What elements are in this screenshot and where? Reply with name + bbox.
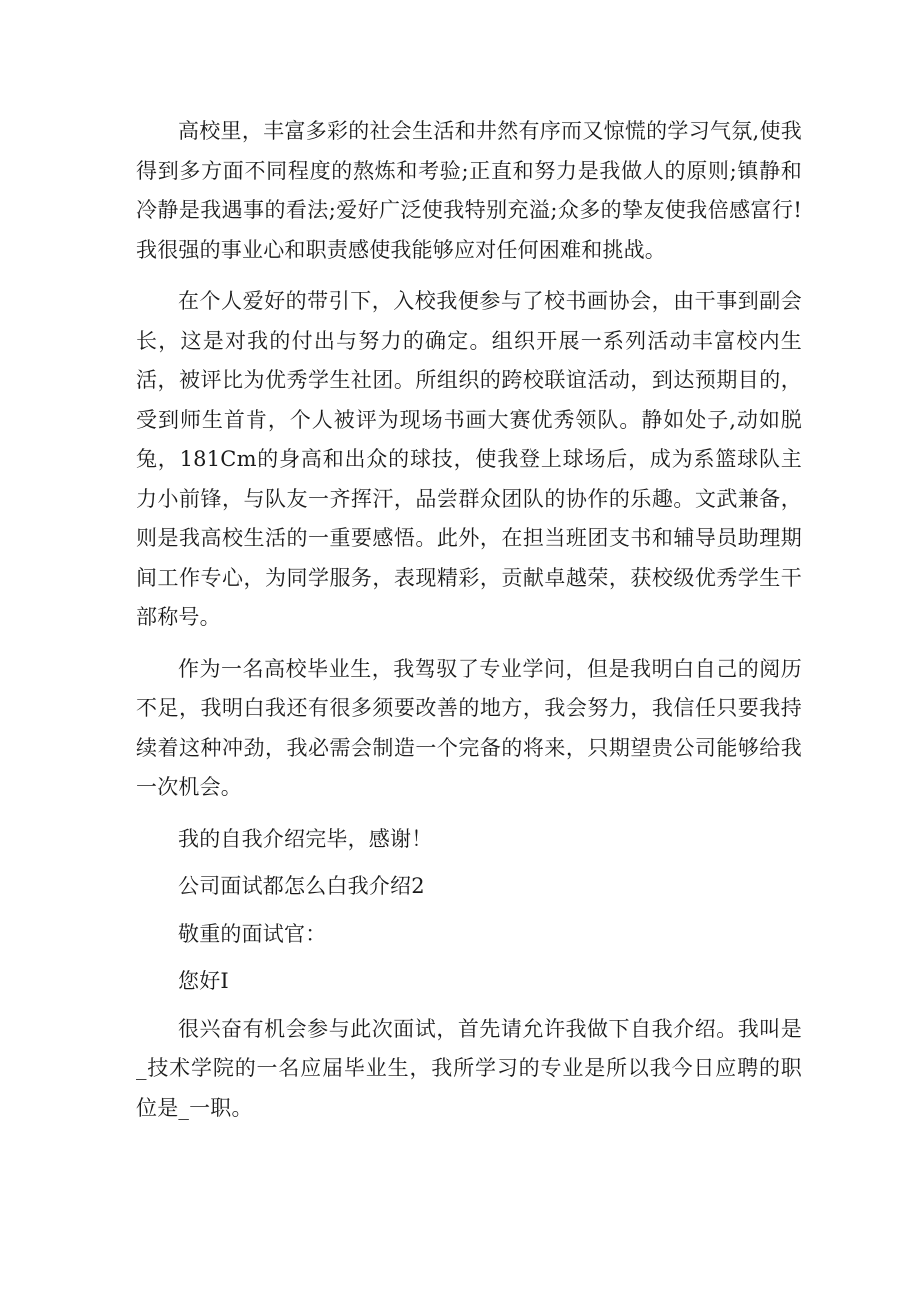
paragraph-college-life: 高校里，丰富多彩的社会生活和井然有序而又惊慌的学习气氛,使我得到多方面不同程度的熬炼和考验;正直和努力是我做人的原则;镇静和冷静是我遇事的看法;爱好广泛使我特别充溢;众多的挚友使我倍感富行!我很强的事业心和职责感使我能够应对任何困难和挑战。: [136, 119, 802, 262]
document-body: [136, 112, 802, 1140]
greeting: 您好I: [178, 969, 229, 993]
section-heading: 公司面试都怎么白我介绍2: [178, 874, 425, 898]
paragraph-closing: 我的自我介绍完毕，感谢！: [178, 826, 433, 851]
salutation: 敬重的面试官：: [178, 921, 327, 946]
paragraph-hobbies: 在个人爱好的带引下，入校我便参与了校书画协会，由干事到副会长，这是对我的付出与努力的确定。组织开展一系列活动丰富校内生活，被评比为优秀学生社团。所组织的跨校联谊活动，到达预期目的，受到师生首肯，个人被评为现场书画大赛优秀领队。静如处子,动如脱兔，181Cm的身高和出众的球技，使我登上球场后，成为系篮球队主力小前锋，与队友一齐挥汗，品尝群众团队的协作的乐趣。文武兼备，则是我高校生活的一重要感悟。此外，在担当班团支书和辅导员助理期间工作专心，为同学服务，表现精彩，贡献卓越荣，获校级优秀学生干部称号。: [136, 289, 802, 629]
paragraph-graduate: 作为一名高校毕业生，我驾驭了专业学问，但是我明白自己的阅历不足，我明白我还有很多须要改善的地方，我会努力，我信任只要我持续着这种冲劲，我必需会制造一个完备的将来，只期望贵公司能够给我一次机会。: [136, 656, 802, 799]
paragraph-introduction: 很兴奋有机会参与此次面试，首先请允许我做下自我介绍。我叫是_技术学院的一名应届毕业生，我所学习的专业是所以我今日应聘的职位是_一职。: [136, 1016, 802, 1120]
